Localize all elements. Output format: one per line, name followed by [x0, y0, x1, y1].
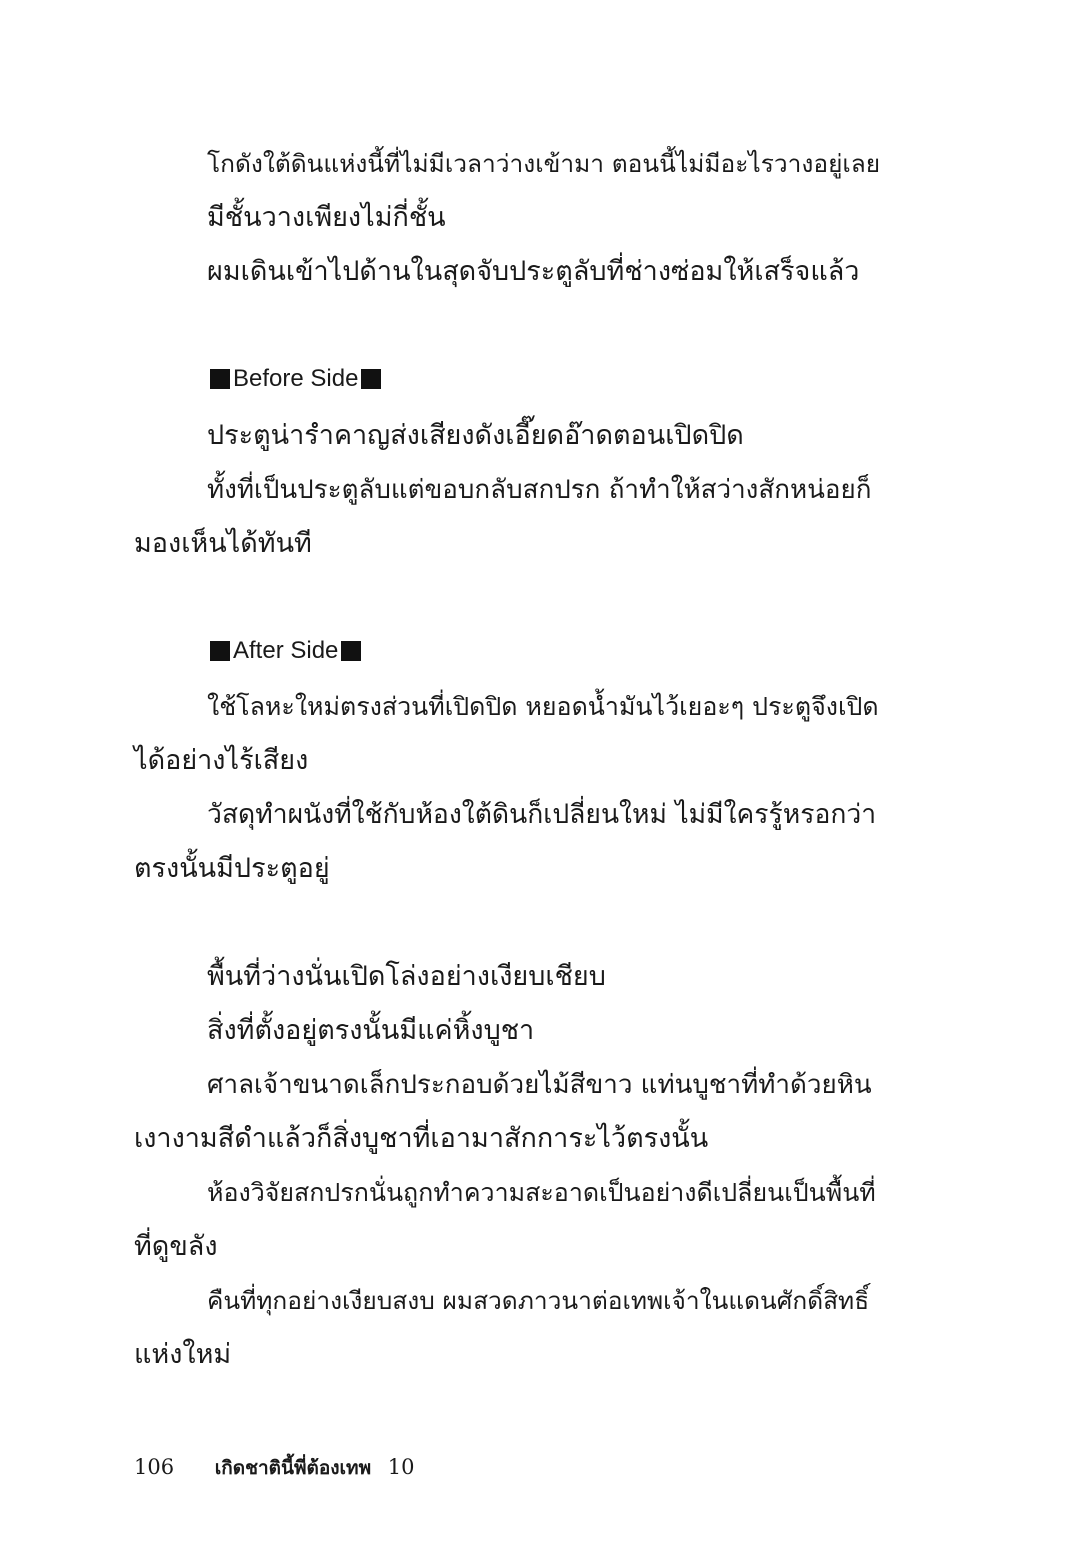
paragraph-line: คืนที่ทุกอย่างเงียบสงบ ผมสวดภาวนาต่อเทพเจ้าในแดนศักดิ์สิทธิ์: [207, 1286, 870, 1315]
paragraph-line: พื้นที่ว่างนั่นเปิดโล่งอย่างเงียบเชียบ: [207, 961, 606, 992]
paragraph-line: ผมเดินเข้าไปด้านในสุดจับประตูลับที่ช่างซ่อมให้เสร็จแล้ว: [207, 256, 860, 287]
paragraph-line: ทั้งที่เป็นประตูลับแต่ขอบกลับสกปรก ถ้าทำให้สว่างสักหน่อยก็: [207, 475, 872, 505]
paragraph-line: สิ่งที่ตั้งอยู่ตรงนั้นมีแค่หิ้งบูชา: [207, 1015, 535, 1046]
heading-text: Before Side: [233, 365, 359, 392]
volume-number: 10: [387, 1455, 415, 1479]
section-heading-before: [210, 362, 381, 396]
page-number: 106: [134, 1455, 175, 1479]
paragraph-line: มีชั้นวางเพียงไม่กี่ชั้น: [207, 202, 446, 233]
page-footer: [134, 1452, 415, 1483]
paragraph-line: ห้องวิจัยสกปรกนั่นถูกทำความสะอาดเป็นอย่างดีเปลี่ยนเป็นพื้นที่: [207, 1178, 876, 1207]
paragraph-line: มองเห็นได้ทันที: [134, 528, 312, 559]
paragraph-line: ได้อย่างไร้เสียง: [134, 745, 309, 776]
paragraph-line: ตรงนั้นมีประตูอยู่: [134, 853, 330, 884]
paragraph-line: ใช้โลหะใหม่ตรงส่วนที่เปิดปิด หยอดน้ำมันไว้เยอะๆ ประตูจึงเปิด: [207, 692, 879, 721]
paragraph-line: ประตูน่ารำคาญส่งเสียงดังเอี๊ยดอ๊าดตอนเปิดปิด: [207, 420, 744, 451]
black-square-icon: [210, 369, 230, 389]
paragraph-line: ที่ดูขลัง: [134, 1231, 218, 1262]
paragraph-line: วัสดุทำผนังที่ใช้กับห้องใต้ดินก็เปลี่ยนใหม่ ไม่มีใครรู้หรอกว่า: [207, 799, 877, 830]
book-title: เกิดชาตินี้พี่ต้องเทพ: [214, 1457, 372, 1479]
paragraph-line: เงางามสีดำแล้วก็สิ่งบูชาที่เอามาสักการะไว้ตรงนั้น: [134, 1123, 709, 1154]
section-heading-after: [210, 634, 361, 668]
black-square-icon: [341, 641, 361, 661]
paragraph-line: แห่งใหม่: [134, 1339, 232, 1370]
paragraph-line: ศาลเจ้าขนาดเล็กประกอบด้วยไม้สีขาว แท่นบูชาที่ทำด้วยหิน: [207, 1070, 872, 1100]
black-square-icon: [210, 641, 230, 661]
paragraph-line: โกดังใต้ดินแห่งนี้ที่ไม่มีเวลาว่างเข้ามา ตอนนี้ไม่มีอะไรวางอยู่เลย: [207, 149, 881, 178]
black-square-icon: [361, 369, 381, 389]
heading-text: After Side: [233, 637, 339, 664]
